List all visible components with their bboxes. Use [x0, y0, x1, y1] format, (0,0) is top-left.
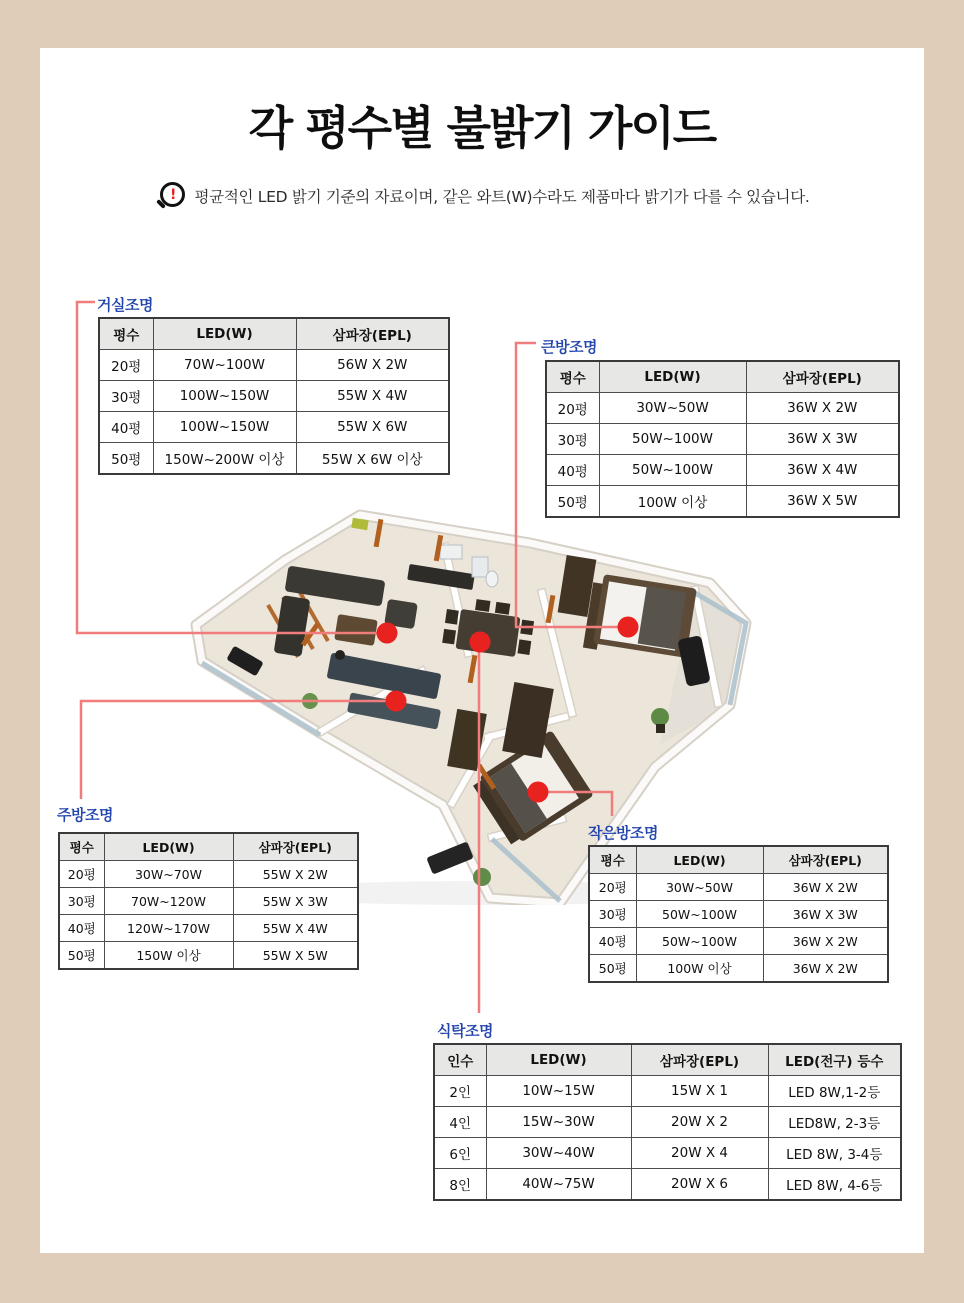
header-cell: 평수 — [99, 318, 153, 350]
table-cell: 40평 — [589, 928, 636, 955]
header-cell: LED(W) — [599, 361, 746, 393]
table-cell: 150W~200W 이상 — [153, 443, 296, 475]
table-row — [589, 955, 888, 983]
table-cell: 120W~170W — [104, 915, 233, 942]
table-cell: 30W~70W — [104, 861, 233, 888]
label-kitchen-lighting: 주방조명 — [57, 806, 113, 824]
table-cell: LED 8W, 4-6등 — [768, 1169, 901, 1201]
table-cell: 50평 — [99, 443, 153, 475]
header-cell: 평수 — [546, 361, 599, 393]
table-row — [589, 874, 888, 901]
table-cell: 50평 — [589, 955, 636, 983]
table-cell: 50W~100W — [636, 928, 763, 955]
table-cell: 30W~50W — [599, 393, 746, 424]
header-cell: LED(W) — [486, 1044, 631, 1076]
table-cell: 30W~40W — [486, 1138, 631, 1169]
table-cell: 20평 — [99, 350, 153, 381]
table-cell: 36W X 3W — [763, 901, 888, 928]
table-cell: 20평 — [589, 874, 636, 901]
table-cell: 40평 — [59, 915, 104, 942]
table-cell: 50W~100W — [636, 901, 763, 928]
table-row — [546, 455, 899, 486]
notice-text: 평균적인 LED 밝기 기준의 자료이며, 같은 와트(W)수라도 제품마다 밝기가 다를 수 있습니다. — [194, 188, 810, 206]
table-cell: 50W~100W — [599, 455, 746, 486]
header-row — [589, 846, 888, 874]
page-title: 각 평수별 불밝기 가이드 — [248, 101, 716, 155]
table-row — [59, 861, 358, 888]
dining-lighting-table — [433, 1043, 902, 1201]
table-cell: 30평 — [546, 424, 599, 455]
header-row — [59, 833, 358, 861]
header-cell: 삼파장(EPL) — [296, 318, 449, 350]
table-row — [59, 942, 358, 970]
table-cell: 30평 — [99, 381, 153, 412]
label-bigroom-lighting: 큰방조명 — [541, 338, 597, 356]
table-cell: 100W 이상 — [636, 955, 763, 983]
label-dining-lighting: 식탁조명 — [437, 1022, 493, 1040]
table-cell: 20평 — [546, 393, 599, 424]
header-cell: LED(W) — [636, 846, 763, 874]
table-cell: 20평 — [59, 861, 104, 888]
table-cell: 30평 — [59, 888, 104, 915]
header-cell: LED(W) — [104, 833, 233, 861]
kitchen-lighting-table — [58, 832, 359, 970]
table-cell: 56W X 2W — [296, 350, 449, 381]
table-cell: 6인 — [434, 1138, 486, 1169]
table-cell: 50W~100W — [599, 424, 746, 455]
table-cell: 10W~15W — [486, 1076, 631, 1107]
table-cell: 20W X 4 — [631, 1138, 768, 1169]
table-cell: 36W X 4W — [746, 455, 899, 486]
table-row — [434, 1169, 901, 1201]
table-row — [59, 915, 358, 942]
header-row — [434, 1044, 901, 1076]
table-cell: 36W X 2W — [763, 955, 888, 983]
table-cell: 36W X 5W — [746, 486, 899, 518]
table-cell: LED8W, 2-3등 — [768, 1107, 901, 1138]
table-cell: 100W~150W — [153, 412, 296, 443]
table-row — [99, 412, 449, 443]
table-row — [546, 486, 899, 518]
header-cell: 평수 — [589, 846, 636, 874]
notice-row — [0, 180, 964, 212]
table-cell: 8인 — [434, 1169, 486, 1201]
header-cell: LED(W) — [153, 318, 296, 350]
table-cell: 100W 이상 — [599, 486, 746, 518]
table-cell: LED 8W, 3-4등 — [768, 1138, 901, 1169]
table-cell: 36W X 2W — [763, 874, 888, 901]
header-cell: 삼파장(EPL) — [763, 846, 888, 874]
header-cell: 삼파장(EPL) — [746, 361, 899, 393]
table-row — [59, 888, 358, 915]
header-cell: LED(전구) 등수 — [768, 1044, 901, 1076]
header-cell: 인수 — [434, 1044, 486, 1076]
table-cell: 55W X 4W — [233, 915, 358, 942]
table-cell: 2인 — [434, 1076, 486, 1107]
table-cell: LED 8W,1-2등 — [768, 1076, 901, 1107]
table-cell: 40W~75W — [486, 1169, 631, 1201]
table-row — [589, 901, 888, 928]
magnifier-alert-icon — [154, 180, 184, 212]
table-row — [434, 1138, 901, 1169]
table-cell: 55W X 5W — [233, 942, 358, 970]
table-cell: 15W~30W — [486, 1107, 631, 1138]
header-cell: 평수 — [59, 833, 104, 861]
table-row — [99, 350, 449, 381]
header-row — [546, 361, 899, 393]
table-cell: 55W X 6W 이상 — [296, 443, 449, 475]
table-row — [99, 381, 449, 412]
table-row — [589, 928, 888, 955]
table-cell: 55W X 4W — [296, 381, 449, 412]
label-smallroom-lighting: 작은방조명 — [588, 824, 658, 842]
magnifier-glass: ! — [160, 182, 185, 207]
table-cell: 15W X 1 — [631, 1076, 768, 1107]
table-cell: 55W X 6W — [296, 412, 449, 443]
table-cell: 36W X 2W — [746, 393, 899, 424]
table-cell: 55W X 3W — [233, 888, 358, 915]
table-cell: 70W~120W — [104, 888, 233, 915]
header-cell: 삼파장(EPL) — [631, 1044, 768, 1076]
table-cell: 4인 — [434, 1107, 486, 1138]
table-cell: 50평 — [59, 942, 104, 970]
table-cell: 40평 — [546, 455, 599, 486]
table-cell: 55W X 2W — [233, 861, 358, 888]
table-row — [546, 424, 899, 455]
table-cell: 70W~100W — [153, 350, 296, 381]
bigroom-lighting-table — [545, 360, 900, 518]
table-cell: 100W~150W — [153, 381, 296, 412]
label-living-lighting: 거실조명 — [97, 296, 153, 314]
table-cell: 50평 — [546, 486, 599, 518]
table-cell: 36W X 2W — [763, 928, 888, 955]
table-cell: 36W X 3W — [746, 424, 899, 455]
table-cell: 150W 이상 — [104, 942, 233, 970]
header-cell: 삼파장(EPL) — [233, 833, 358, 861]
table-row — [546, 393, 899, 424]
table-cell: 30W~50W — [636, 874, 763, 901]
table-row — [434, 1076, 901, 1107]
table-row — [99, 443, 449, 475]
smallroom-lighting-table — [588, 845, 889, 983]
table-row — [434, 1107, 901, 1138]
table-cell: 20W X 2 — [631, 1107, 768, 1138]
header-row — [99, 318, 449, 350]
table-cell: 30평 — [589, 901, 636, 928]
table-cell: 40평 — [99, 412, 153, 443]
living-lighting-table — [98, 317, 450, 475]
table-cell: 20W X 6 — [631, 1169, 768, 1201]
